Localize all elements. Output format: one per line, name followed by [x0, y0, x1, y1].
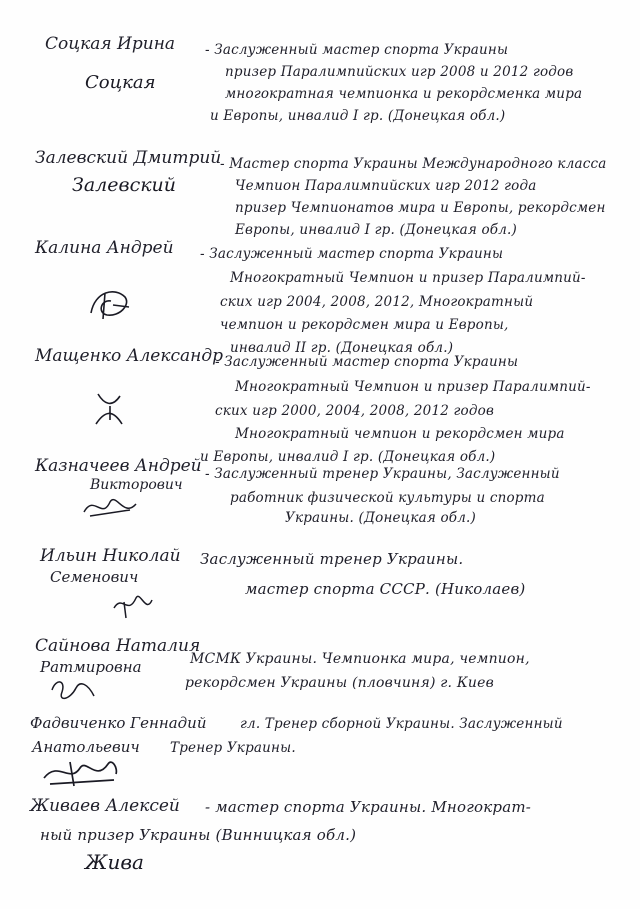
- description-line: Многократный Чемпион и призер Паралимпий-: [230, 270, 586, 286]
- signature-mark: [110, 590, 156, 620]
- description-line: Украины. (Донецкая обл.): [285, 510, 477, 526]
- person-name: Ильин Николай: [40, 546, 181, 566]
- description-line: - мастер спорта Украины. Многократ-: [205, 798, 532, 816]
- description-line: - Заслуженный мастер спорта Украины: [215, 354, 519, 370]
- person-name: Живаев Алексей: [30, 796, 180, 816]
- description-line: чемпион и рекордсмен мира и Европы,: [220, 317, 509, 333]
- description-line: Тренер Украины.: [170, 740, 296, 756]
- description-line: работник физической культуры и спорта: [230, 490, 545, 506]
- description-line: рекордсмен Украины (пловчиня) г. Киев: [185, 675, 494, 691]
- description-line: Заслуженный тренер Украины.: [200, 550, 464, 568]
- description-line: - Мастер спорта Украины Международного класса: [220, 156, 607, 172]
- person-patronymic: Семенович: [50, 568, 139, 586]
- person-name: Мащенко Александр: [35, 346, 224, 366]
- signature-mark: [48, 676, 98, 704]
- description-line: Европы, инвалид I гр. (Донецкая обл.): [235, 222, 517, 238]
- description-line: инвалид II гр. (Донецкая обл.): [230, 340, 454, 356]
- description-line: призер Паралимпийских игр 2008 и 2012 годов: [225, 64, 574, 80]
- description-line: гл. Тренер сборной Украины. Заслуженный: [240, 716, 563, 732]
- description-line: призер Чемпионатов мира и Европы, рекордсмен: [235, 200, 606, 216]
- person-patronymic: Анатольевич: [32, 738, 140, 756]
- description-line: ный призер Украины (Винницкая обл.): [40, 826, 357, 844]
- person-patronymic: Ратмировна: [40, 658, 142, 676]
- signature-mark: [90, 390, 130, 428]
- description-line: и Европы, инвалид I гр. (Донецкая обл.): [210, 108, 506, 124]
- signature-mark: [40, 754, 122, 790]
- description-line: - Заслуженный тренер Украины, Заслуженный: [205, 466, 560, 482]
- signature: Жива: [85, 850, 144, 874]
- person-name: Залевский Дмитрий: [35, 148, 222, 168]
- person-patronymic: Викторович: [90, 477, 183, 493]
- description-line: МСМК Украины. Чемпионка мира, чемпион,: [190, 651, 530, 667]
- signature-mark: [85, 285, 133, 325]
- description-line: - Заслуженный мастер спорта Украины: [205, 42, 509, 58]
- description-line: Многократный Чемпион и призер Паралимпий-: [235, 379, 591, 395]
- person-name: Калина Андрей: [35, 238, 174, 258]
- person-name: Сайнова Наталия: [35, 636, 201, 656]
- description-line: - Заслуженный мастер спорта Украины: [200, 246, 504, 262]
- description-line: многократная чемпионка и рекордсменка мира: [225, 86, 583, 102]
- description-line: и Европы, инвалид I гр. (Донецкая обл.): [200, 449, 496, 465]
- person-name: Фадвиченко Геннадий: [30, 714, 207, 732]
- description-line: Многократный чемпион и рекордсмен мира: [235, 426, 565, 442]
- signature: Соцкая: [85, 72, 156, 93]
- person-name: Казначеев Андрей: [35, 456, 202, 476]
- signature: Залевский: [72, 174, 177, 196]
- description-line: ских игр 2004, 2008, 2012, Многократный: [220, 294, 534, 310]
- person-name: Соцкая Ирина: [45, 34, 176, 54]
- signature-mark: [80, 492, 140, 522]
- description-line: Чемпион Паралимпийских игр 2012 года: [235, 178, 537, 194]
- description-line: ских игр 2000, 2004, 2008, 2012 годов: [215, 403, 495, 419]
- description-line: мастер спорта СССР. (Николаев): [245, 580, 526, 598]
